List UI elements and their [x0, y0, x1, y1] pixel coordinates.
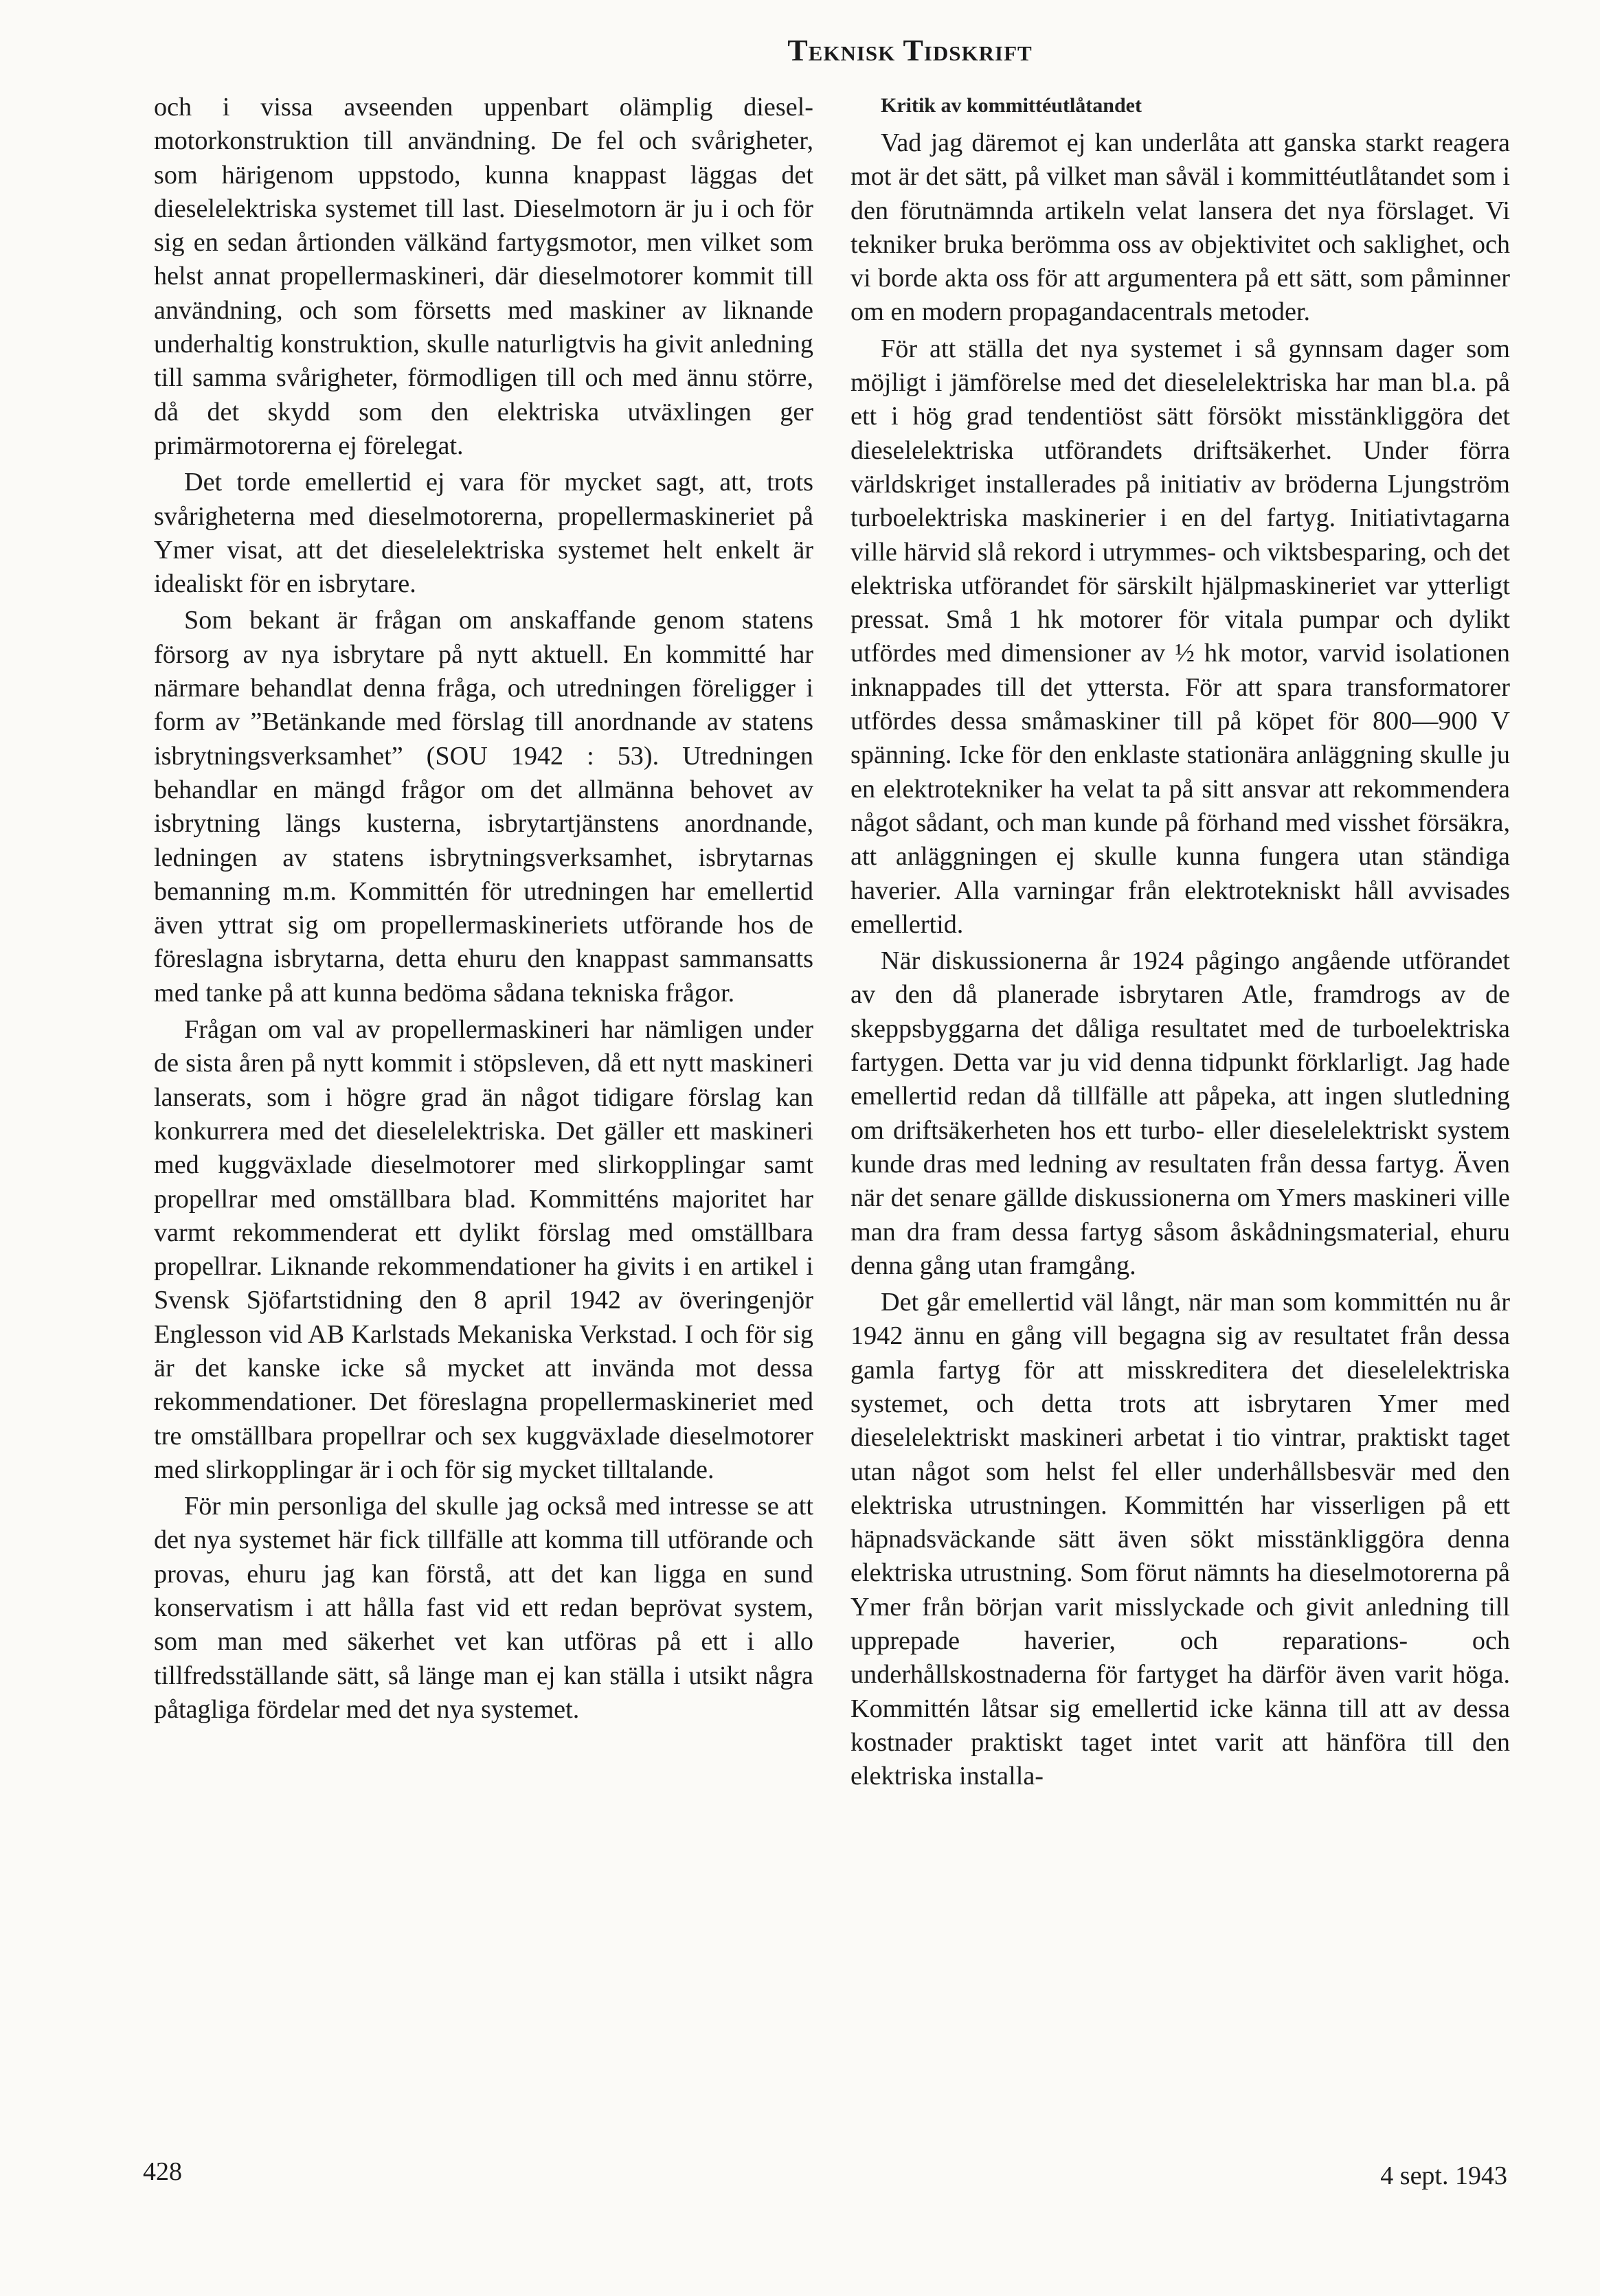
paragraph: För min personliga del skulle jag också med intresse se att det nya systemet här fick tillfälle att komma till utförande och provas, ehuru jag kan förstå, att det kan ligga en sund konservatism i att hålla fast vid ett redan beprövat system, som man med säkerhet vet kan utföras på ett i allo tillfredsställande sätt, så länge man ej kan ställa i utsikt några påtagliga fördelar med det nya systemet.: [154, 1492, 813, 1724]
section-heading: Kritik av kommittéutlåtandet: [881, 94, 1142, 117]
paragraph: För att ställa det nya systemet i så gynnsam dager som möjligt i jämförelse med det dieselelektriska har man bl.a. på ett i hög grad tendentiöst sätt försökt misstänkliggöra det dieselelektriska utförandets driftsäkerhet. Under förra världskriget installerades på initiativ av bröderna Ljungström turboelektriska maskinerier i en del fartyg. Initiativtagarna ville härvid slå rekord i utrymmes- och viktsbesparing, och det elektriska utförandet för särskilt hjälpmaskineriet var ytterligt pressat. Små 1 hk motorer för vitala pumpar och dylikt utfördes med dimensioner av ½ hk motor, varvid isolationen inknappades till det yttersta. För att spara transformatorer utfördes dessa småmaskiner till på köpet för 800—900 V spänning. Icke för den enklaste stationära anläggning skulle ju en elektrotekniker ha velat ta på sitt ansvar att rekommendera något sådant, och man kunde på förhand med visshet försäkra, att anläggningen ej skulle kunna fungera utan ständiga haverier. Alla varningar från elektrotekniskt håll avvisades emellertid.: [850, 334, 1510, 939]
paragraph: Det torde emellertid ej vara för mycket sagt, att, trots svårigheterna med dieselmotorerna, propellermaskineriet på Ymer visat, att det dieselelektriska systemet helt enkelt är idealiskt för en isbrytare.: [154, 468, 813, 599]
left-column: [154, 91, 813, 1729]
paragraph: När diskussionerna år 1924 pågingo angående utförandet av den då planerade isbrytaren Atle, framdrogs av de skeppsbyggarna det dåliga resultatet med de turboelektriska fartygen. Detta var ju vid denna tidpunkt förklarligt. Jag hade emellertid redan då tillfälle att påpeka, att ingen slutledning om driftsäkerheten hos ett turbo- eller dieselelektriskt system kunde dras med ledning av resultaten från dessa fartyg. Även när det senare gällde diskussionerna om Ymers maskineri ville man dra fram dessa fartyg såsom åskådningsmaterial, ehuru denna gång utan framgång.: [850, 946, 1510, 1280]
paragraph: Frågan om val av propellermaskineri har nämligen under de sista åren på nytt kommit i stöpsleven, då ett nytt maskineri lanserats, som i högre grad än något tidigare förslag kan konkurrera med det dieselelektriska. Det gäller ett maskineri med kuggväxlade dieselmotorer med slirkopplingar samt propellrar med omställbara blad. Kommitténs majoritet har varmt rekommenderat ett dylikt förslag med omställbara propellrar. Liknande rekommendationer ha givits i en artikel i Svensk Sjöfartstidning den 8 april 1942 av överingenjör Englesson vid AB Karlstads Mekaniska Verkstad. I och för sig är det kanske icke så mycket att invända mot dessa rekommendationer. Det föreslagna propellermaskineriet med tre omställbara propellrar och sex kuggväxlade dieselmotorer med slirkopplingar är i och för sig mycket tilltalande.: [154, 1015, 813, 1484]
paragraph: och i vissa avseenden uppenbart olämplig diesel-motorkonstruktion till användning. De fel och svårigheter, som härigenom uppstodo, kunna knappast läggas det dieselelektriska systemet till last. Dieselmotorn är ju i och för sig en sedan årtionden välkänd fartygsmotor, men vilket som helst annat propellermaskineri, där dieselmotorer kommit till användning, och som försetts med maskiner av liknande underhaltig konstruktion, skulle naturligtvis ha givit anledning till samma svårigheter, förmodligen till och med ännu större, då det skydd som den elektriska utväxlingen ger primärmotorerna ej förelegat.: [154, 93, 813, 460]
page-number: 428: [143, 2157, 182, 2186]
issue-date: 4 sept. 1943: [1380, 2161, 1507, 2190]
journal-title: Teknisk Tidskrift: [787, 34, 1033, 67]
journal-header: [0, 33, 1600, 68]
paragraph: Vad jag däremot ej kan underlåta att ganska starkt reagera mot är det sätt, på vilket man såväl i kommittéutlåtandet som i den förutnämnda artikeln velat lansera det nya förslaget. Vi tekniker bruka berömma oss av objektivitet och saklighet, och vi borde akta oss för att argumentera på ett sätt, som påminner om en modern propagandacentrals metoder.: [850, 128, 1510, 327]
paragraph: Som bekant är frågan om anskaffande genom statens försorg av nya isbrytare på nytt aktuell. En kommitté har närmare behandlat denna fråga, och utredningen föreligger i form av ”Betänkande med förslag till anordnande av statens isbrytningsverksamhet” (SOU 1942 : 53). Utredningen behandlar en mängd frågor om det allmänna behovet av isbrytning längs kusterna, isbrytartjänstens anordnande, ledningen av statens isbrytningsverksamhet, isbrytarnas bemanning m.m. Kommittén för utredningen har emellertid även yttrat sig om propellermaskineriets utförande hos de föreslagna isbrytarna, detta ehuru den knappast sammansatts med tanke på att kunna bedöma sådana tekniska frågor.: [154, 606, 813, 1008]
right-column: [850, 91, 1510, 1797]
paragraph: Det går emellertid väl långt, när man som kommittén nu år 1942 ännu en gång vill begagna sig av resultatet från dessa gamla fartyg för att misskreditera det dieselelektriska systemet, och detta trots att isbrytaren Ymer med dieselelektriskt maskineri arbetat i tio vintrar, praktiskt taget utan något som helst fel eller underhållsbesvär med den elektriska utrustningen. Kommittén har visserligen på ett häpnadsväckande sätt även sökt misstänkliggöra denna elektriska utrustning. Som förut nämnts ha dieselmotorerna på Ymer från början varit misslyckade och givit anledning till upprepade haverier, och reparations- och underhållskostnaderna för fartyget ha därför även varit höga. Kommittén låtsar sig emellertid icke känna till att av dessa kostnader praktiskt taget intet varit att hänföra till den elektriska installa-: [850, 1288, 1510, 1791]
